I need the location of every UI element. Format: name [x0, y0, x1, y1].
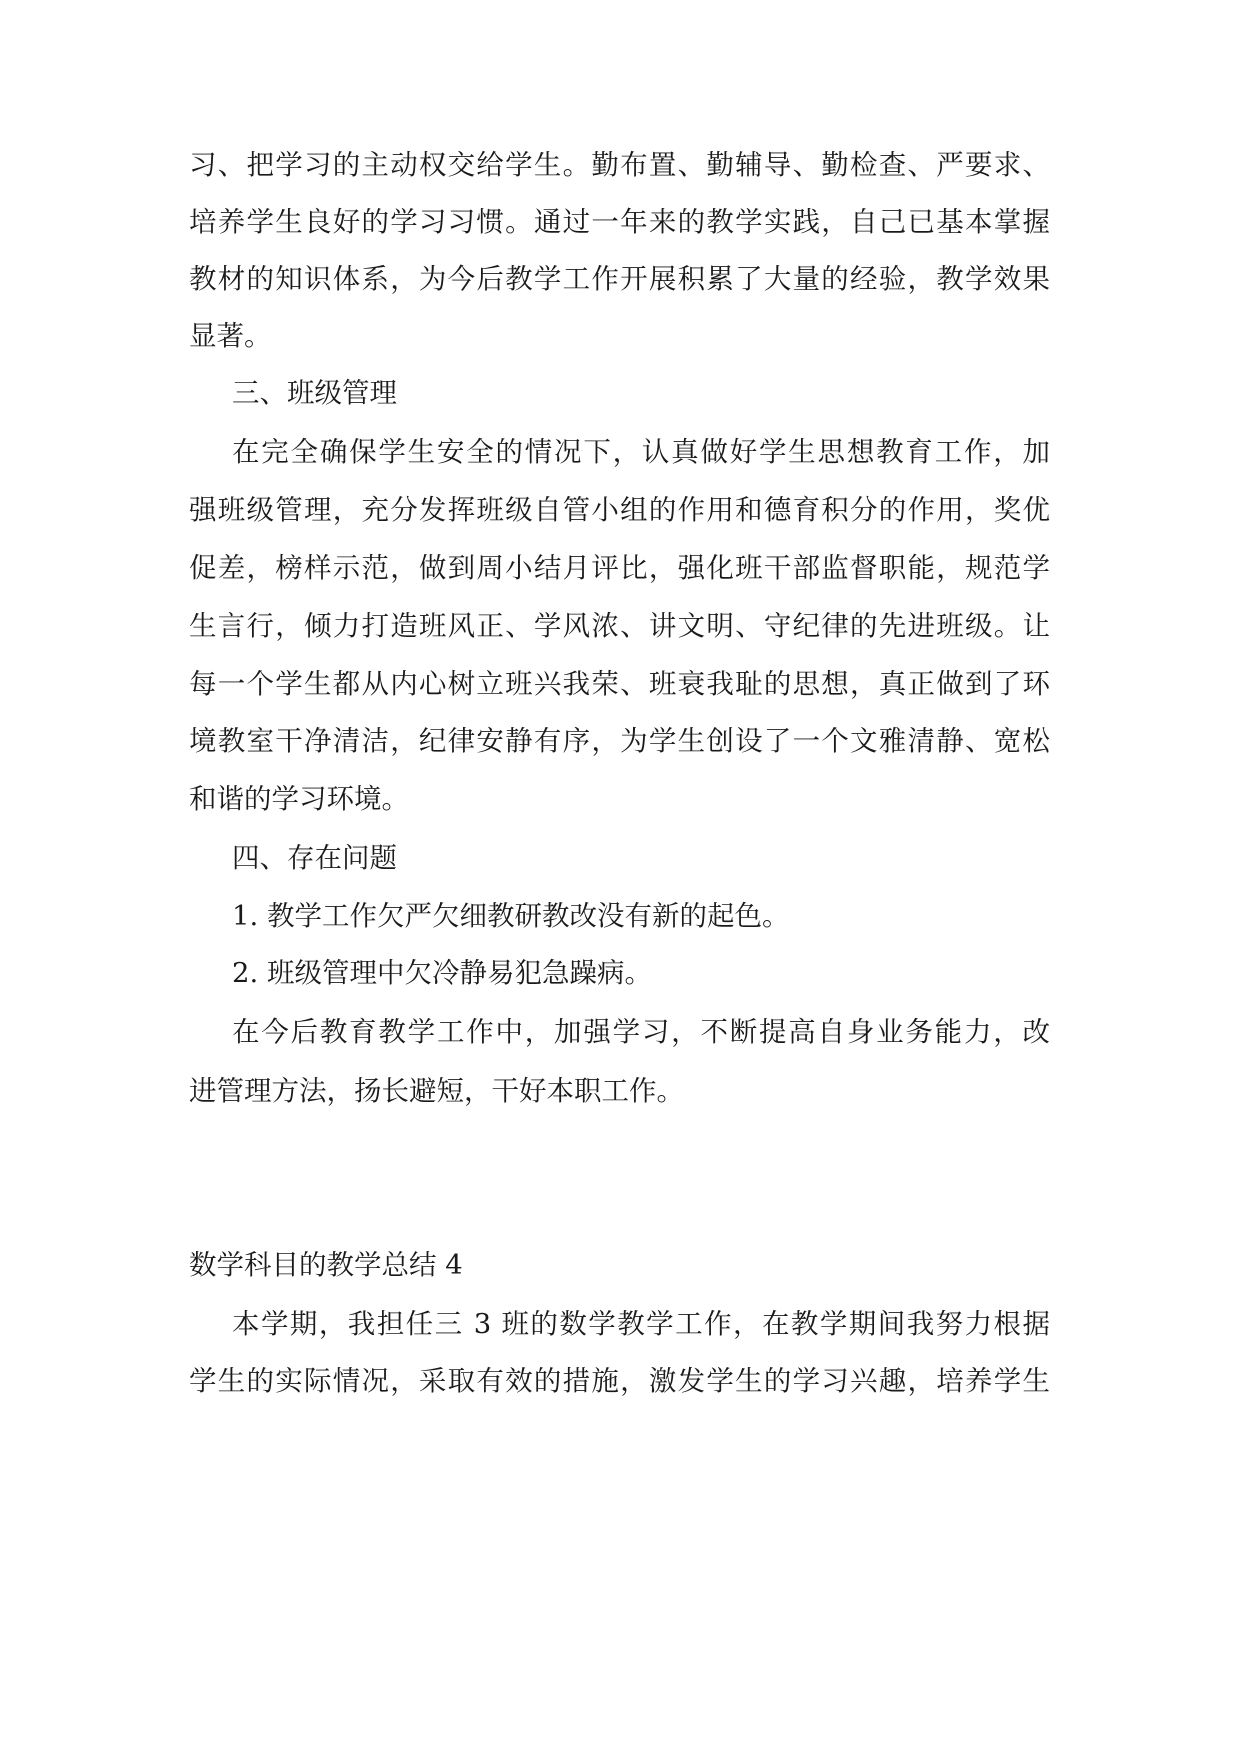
paragraph-line: 习、把学习的主动权交给学生。勤布置、勤辅导、勤检查、严要求、 [189, 149, 1050, 181]
paragraph-line: 每一个学生都从内心树立班兴我荣、班衰我耻的思想，真正做到了环 [189, 668, 1050, 700]
list-item: 1. 教学工作欠严欠细教研教改没有新的起色。 [232, 900, 790, 932]
paragraph-line: 学生的实际情况，采取有效的措施，激发学生的学习兴趣，培养学生 [189, 1365, 1050, 1397]
paragraph-line: 强班级管理，充分发挥班级自管小组的作用和德育积分的作用，奖优 [189, 494, 1050, 526]
paragraph-line: 境教室干净清洁，纪律安静有序，为学生创设了一个文雅清静、宽松 [189, 725, 1050, 757]
list-item: 2. 班级管理中欠冷静易犯急躁病。 [232, 957, 652, 989]
paragraph-line: 生言行，倾力打造班风正、学风浓、讲文明、守纪律的先进班级。让 [189, 610, 1050, 642]
paragraph-line: 显著。 [189, 320, 272, 352]
section-heading-class-management: 三、班级管理 [232, 377, 397, 409]
paragraph-line: 和谐的学习环境。 [189, 783, 409, 815]
paragraph-line: 进管理方法，扬长避短，干好本职工作。 [189, 1075, 684, 1107]
paragraph-line: 培养学生良好的学习习惯。通过一年来的教学实践，自己已基本掌握 [189, 206, 1050, 238]
paragraph-line: 教材的知识体系，为今后教学工作开展积累了大量的经验，教学效果 [189, 263, 1050, 295]
paragraph-line: 在今后教育教学工作中，加强学习，不断提高自身业务能力，改 [232, 1016, 1050, 1048]
section-title: 数学科目的教学总结 4 [189, 1249, 463, 1281]
paragraph-line: 在完全确保学生安全的情况下，认真做好学生思想教育工作，加 [232, 436, 1050, 468]
paragraph-line: 本学期，我担任三 3 班的数学教学工作，在教学期间我努力根据 [232, 1308, 1050, 1340]
section-heading-existing-problems: 四、存在问题 [232, 842, 397, 874]
paragraph-line: 促差，榜样示范，做到周小结月评比，强化班干部监督职能，规范学 [189, 552, 1050, 584]
